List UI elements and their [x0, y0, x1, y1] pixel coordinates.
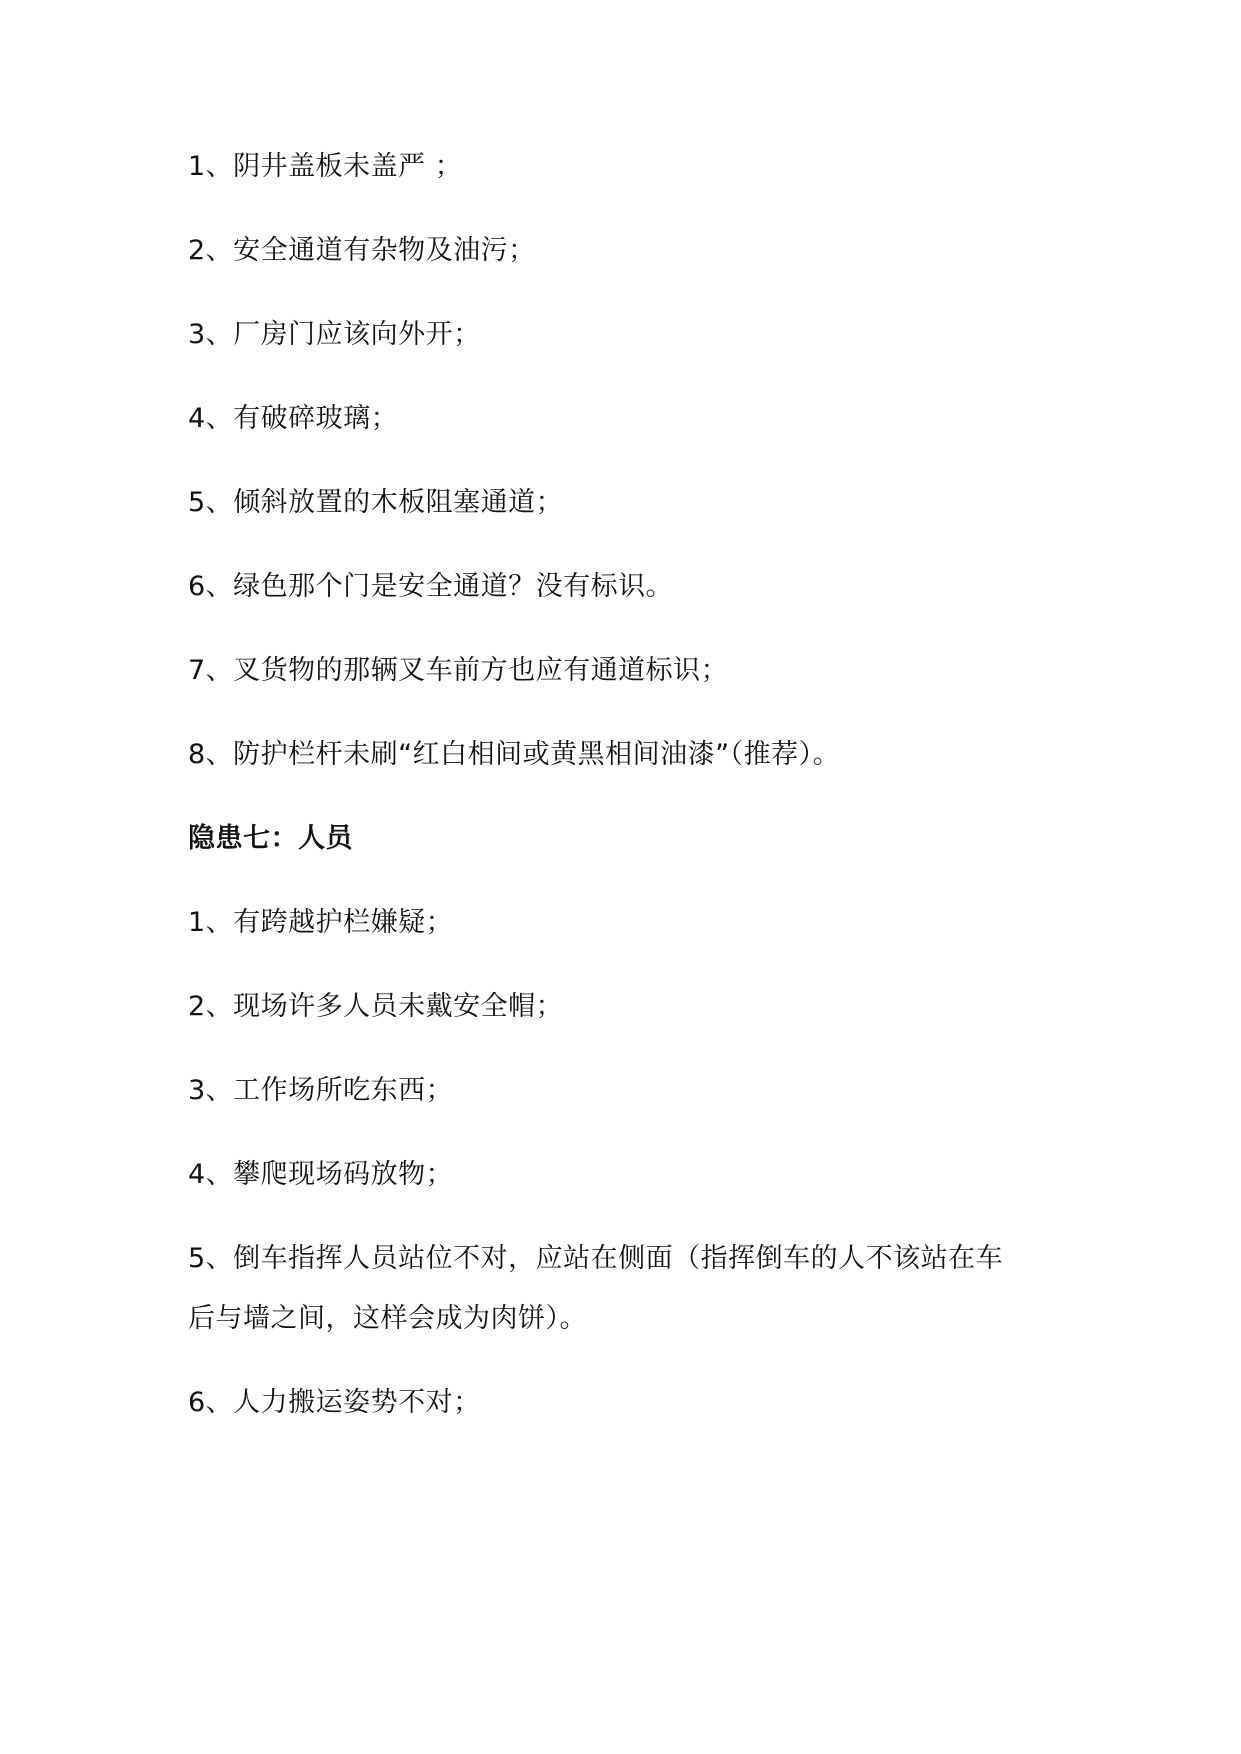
list-item: 7、叉货物的那辆叉车前方也应有通道标识； — [188, 655, 729, 686]
list-item: 1、有跨越护栏嫌疑； — [188, 907, 454, 938]
list-item: 2、现场许多人员未戴安全帽； — [188, 991, 564, 1022]
list-item: 6、人力搬运姿势不对； — [188, 1387, 481, 1418]
list-item: 2、安全通道有杂物及油污； — [188, 235, 536, 266]
list-item: 4、攀爬现场码放物； — [188, 1159, 454, 1190]
list-item: 4、有破碎玻璃； — [188, 403, 399, 434]
list-item: 5、倒车指挥人员站位不对，应站在侧面（指挥倒车的人不该站在车 — [188, 1243, 1004, 1274]
list-item: 3、厂房门应该向外开； — [188, 319, 481, 350]
list-item: 1、阴井盖板未盖严 ； — [188, 151, 463, 182]
list-item: 5、倾斜放置的木板阻塞通道； — [188, 487, 564, 518]
list-item: 8、防护栏杆未刷“红白相间或黄黑相间油漆”（推荐）。 — [188, 739, 841, 770]
list-item: 3、工作场所吃东西； — [188, 1075, 454, 1106]
section-heading: 隐患七：人员 — [188, 823, 353, 854]
list-item: 6、绿色那个门是安全通道？没有标识。 — [188, 571, 674, 602]
list-item-continuation: 后与墙之间，这样会成为肉饼）。 — [188, 1303, 587, 1334]
